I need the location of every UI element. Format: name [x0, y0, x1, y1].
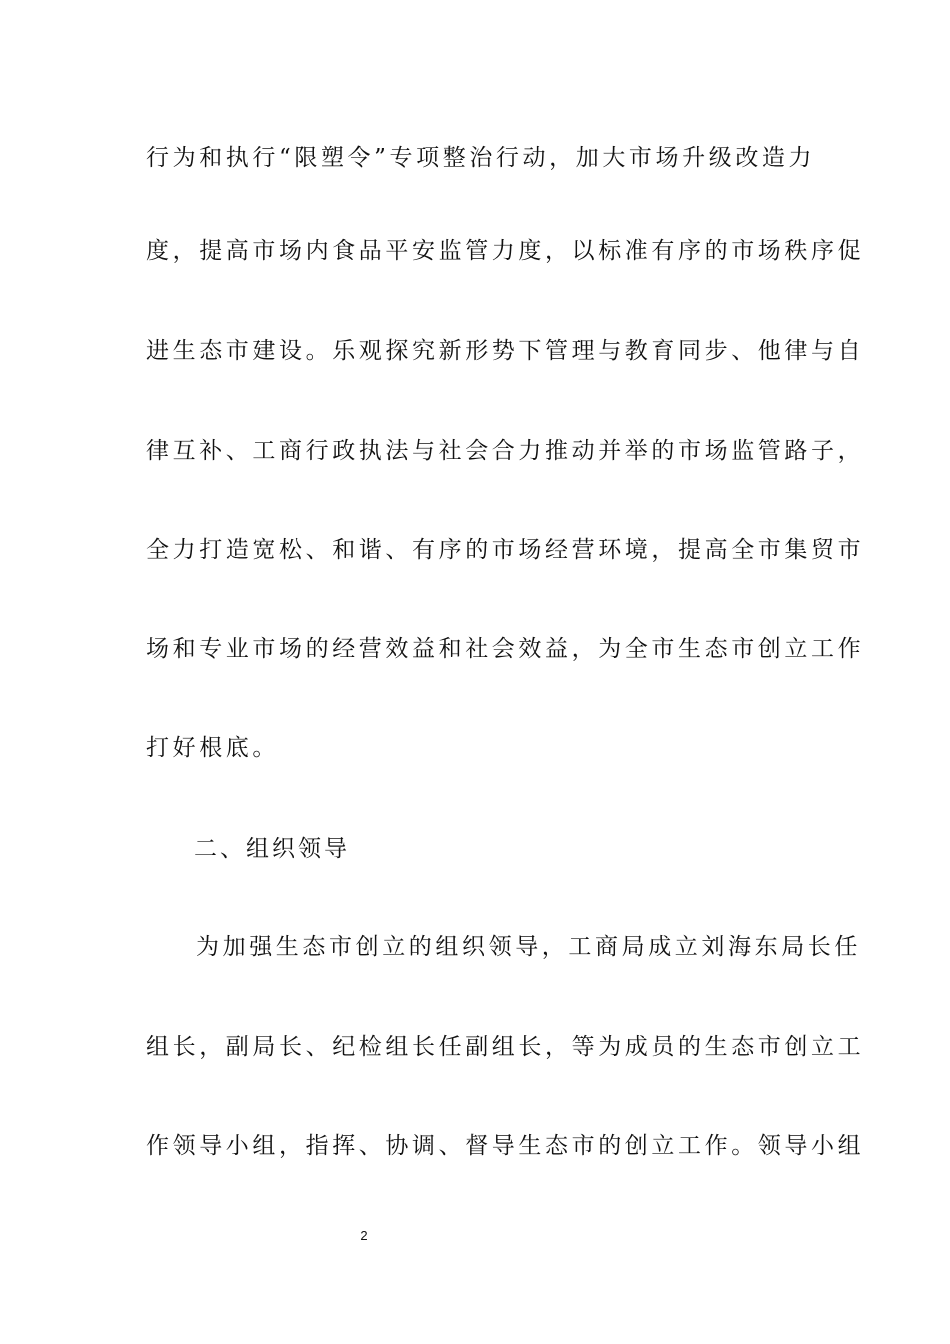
text-line: 度，提高市场内食品平安监管力度，以标准有序的市场秩序促 [146, 238, 865, 264]
text-line: 进生态市建设。乐观探究新形势下管理与教育同步、他律与自 [146, 338, 865, 364]
text-line: 打好根底。 [146, 735, 279, 761]
page-number: 2 [360, 1228, 368, 1243]
text-line: 组长，副局长、纪检组长任副组长，等为成员的生态市创立工 [146, 1034, 865, 1060]
text-line: 律互补、工商行政执法与社会合力推动并举的市场监管路子， [146, 438, 865, 464]
text-line: 全力打造宽松、和谐、有序的市场经营环境，提高全市集贸市 [146, 537, 865, 563]
text-line: 场和专业市场的经营效益和社会效益，为全市生态市创立工作 [146, 636, 865, 662]
section-heading: 二、组织领导 [194, 836, 350, 862]
text-line: 行为和执行“限塑令”专项整治行动，加大市场升级改造力 [146, 145, 816, 171]
text-line: 为加强生态市创立的组织领导，工商局成立刘海东局长任 [196, 934, 861, 960]
text-line: 作领导小组，指挥、协调、督导生态市的创立工作。领导小组 [146, 1133, 865, 1159]
